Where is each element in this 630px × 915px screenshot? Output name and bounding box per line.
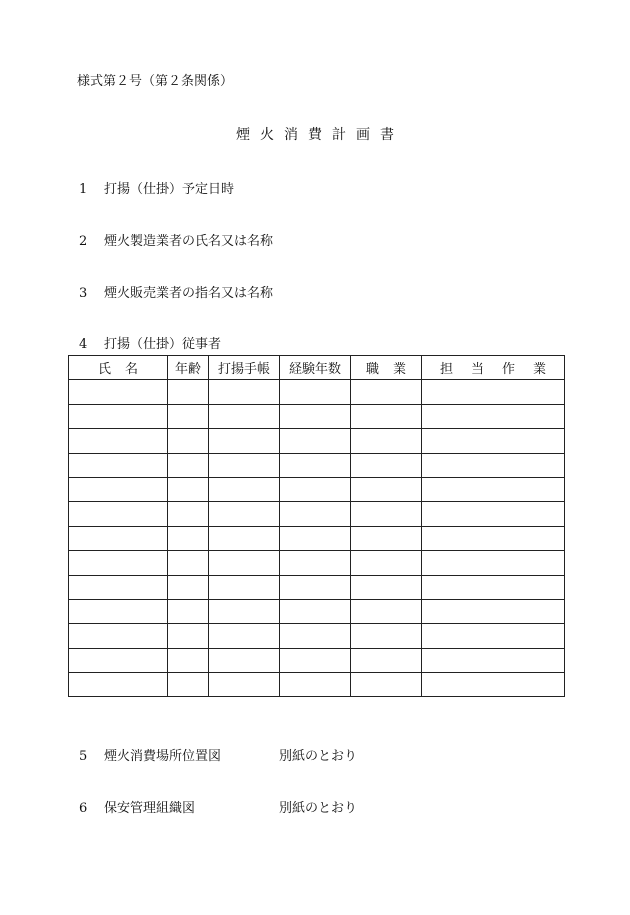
table-cell[interactable] (422, 404, 565, 428)
table-cell[interactable] (351, 380, 422, 404)
table-cell[interactable] (351, 673, 422, 697)
table-cell[interactable] (422, 477, 565, 501)
table-cell[interactable] (69, 648, 168, 672)
table-cell[interactable] (351, 429, 422, 453)
table-cell[interactable] (351, 502, 422, 526)
table-cell[interactable] (69, 404, 168, 428)
section-label: 打揚（仕掛）予定日時 (104, 182, 235, 197)
table-cell[interactable] (69, 429, 168, 453)
section-number: 2 (79, 234, 88, 249)
table-cell[interactable] (69, 624, 168, 648)
header-license: 打揚手帳 (209, 356, 280, 380)
table-cell[interactable] (168, 429, 209, 453)
table-cell[interactable] (351, 453, 422, 477)
section-5 (79, 745, 358, 764)
header-assigned-work: 担当作業 (422, 356, 565, 380)
section-note: 別紙のとおり (279, 749, 358, 764)
table-row (69, 551, 565, 575)
table-row (69, 526, 565, 550)
table-cell[interactable] (422, 551, 565, 575)
table-cell[interactable] (168, 380, 209, 404)
section-label: 打揚（仕掛）従事者 (104, 337, 222, 352)
header-experience: 経験年数 (280, 356, 351, 380)
table-cell[interactable] (168, 551, 209, 575)
table-cell[interactable] (280, 429, 351, 453)
section-3 (79, 282, 273, 301)
table-cell[interactable] (209, 575, 280, 599)
header-occupation: 職業 (351, 356, 422, 380)
table-cell[interactable] (351, 477, 422, 501)
section-2 (79, 230, 273, 249)
table-cell[interactable] (280, 575, 351, 599)
table-cell[interactable] (209, 477, 280, 501)
table-row (69, 648, 565, 672)
table-cell[interactable] (422, 380, 565, 404)
table-cell[interactable] (351, 599, 422, 623)
table-cell[interactable] (422, 575, 565, 599)
table-row (69, 477, 565, 501)
workers-table-body (69, 380, 565, 697)
table-row (69, 624, 565, 648)
table-cell[interactable] (168, 404, 209, 428)
table-cell[interactable] (422, 624, 565, 648)
table-row (69, 404, 565, 428)
table-cell[interactable] (209, 551, 280, 575)
table-row (69, 380, 565, 404)
table-cell[interactable] (280, 380, 351, 404)
table-cell[interactable] (280, 624, 351, 648)
section-label: 保安管理組織図 (104, 801, 196, 816)
table-cell[interactable] (280, 404, 351, 428)
table-cell[interactable] (168, 502, 209, 526)
table-cell[interactable] (422, 673, 565, 697)
table-row (69, 575, 565, 599)
table-cell[interactable] (168, 575, 209, 599)
workers-table (68, 355, 565, 697)
form-number: 様式第２号（第２条関係） (77, 74, 234, 89)
table-row (69, 673, 565, 697)
table-cell[interactable] (69, 502, 168, 526)
table-cell[interactable] (69, 453, 168, 477)
header-age: 年齢 (168, 356, 209, 380)
table-cell[interactable] (422, 502, 565, 526)
table-cell[interactable] (69, 380, 168, 404)
table-cell[interactable] (209, 673, 280, 697)
table-cell[interactable] (280, 477, 351, 501)
table-cell[interactable] (351, 648, 422, 672)
table-cell[interactable] (209, 624, 280, 648)
table-cell[interactable] (209, 502, 280, 526)
table-cell[interactable] (280, 599, 351, 623)
section-number: 4 (79, 337, 88, 352)
table-cell[interactable] (280, 551, 351, 575)
section-4 (79, 333, 221, 352)
table-cell[interactable] (422, 429, 565, 453)
table-cell[interactable] (69, 599, 168, 623)
section-number: 5 (79, 749, 88, 764)
table-cell[interactable] (351, 404, 422, 428)
table-cell[interactable] (69, 551, 168, 575)
document-title: 煙火消費計画書 (236, 127, 404, 143)
section-note: 別紙のとおり (279, 801, 358, 816)
table-cell[interactable] (422, 599, 565, 623)
table-row (69, 453, 565, 477)
header-name: 氏名 (69, 356, 168, 380)
table-cell[interactable] (351, 624, 422, 648)
section-number: 3 (79, 286, 88, 301)
section-6 (79, 797, 358, 816)
table-cell[interactable] (69, 477, 168, 501)
table-cell[interactable] (280, 453, 351, 477)
table-cell[interactable] (351, 526, 422, 550)
table-cell[interactable] (69, 673, 168, 697)
section-1 (79, 178, 234, 197)
table-cell[interactable] (168, 453, 209, 477)
table-cell[interactable] (422, 648, 565, 672)
table-cell[interactable] (168, 624, 209, 648)
table-cell[interactable] (168, 599, 209, 623)
table-cell[interactable] (280, 526, 351, 550)
table-row (69, 502, 565, 526)
table-row (69, 429, 565, 453)
table-cell[interactable] (168, 526, 209, 550)
section-number: 1 (79, 182, 88, 197)
table-cell[interactable] (209, 453, 280, 477)
table-row (69, 599, 565, 623)
table-cell[interactable] (209, 599, 280, 623)
table-cell[interactable] (280, 648, 351, 672)
section-label: 煙火販売業者の指名又は名称 (104, 286, 274, 301)
table-cell[interactable] (209, 380, 280, 404)
table-cell[interactable] (69, 526, 168, 550)
table-cell[interactable] (422, 453, 565, 477)
table-cell[interactable] (209, 526, 280, 550)
table-cell[interactable] (209, 429, 280, 453)
table-cell[interactable] (168, 477, 209, 501)
table-header-row (69, 356, 565, 380)
table-cell[interactable] (69, 575, 168, 599)
table-cell[interactable] (422, 526, 565, 550)
table-cell[interactable] (168, 648, 209, 672)
table-cell[interactable] (280, 673, 351, 697)
table-cell[interactable] (280, 502, 351, 526)
table-cell[interactable] (351, 575, 422, 599)
section-label: 煙火消費場所位置図 (104, 749, 222, 764)
table-cell[interactable] (168, 673, 209, 697)
table-cell[interactable] (351, 551, 422, 575)
section-label: 煙火製造業者の氏名又は名称 (104, 234, 274, 249)
table-cell[interactable] (209, 404, 280, 428)
table-cell[interactable] (209, 648, 280, 672)
section-number: 6 (79, 801, 88, 816)
